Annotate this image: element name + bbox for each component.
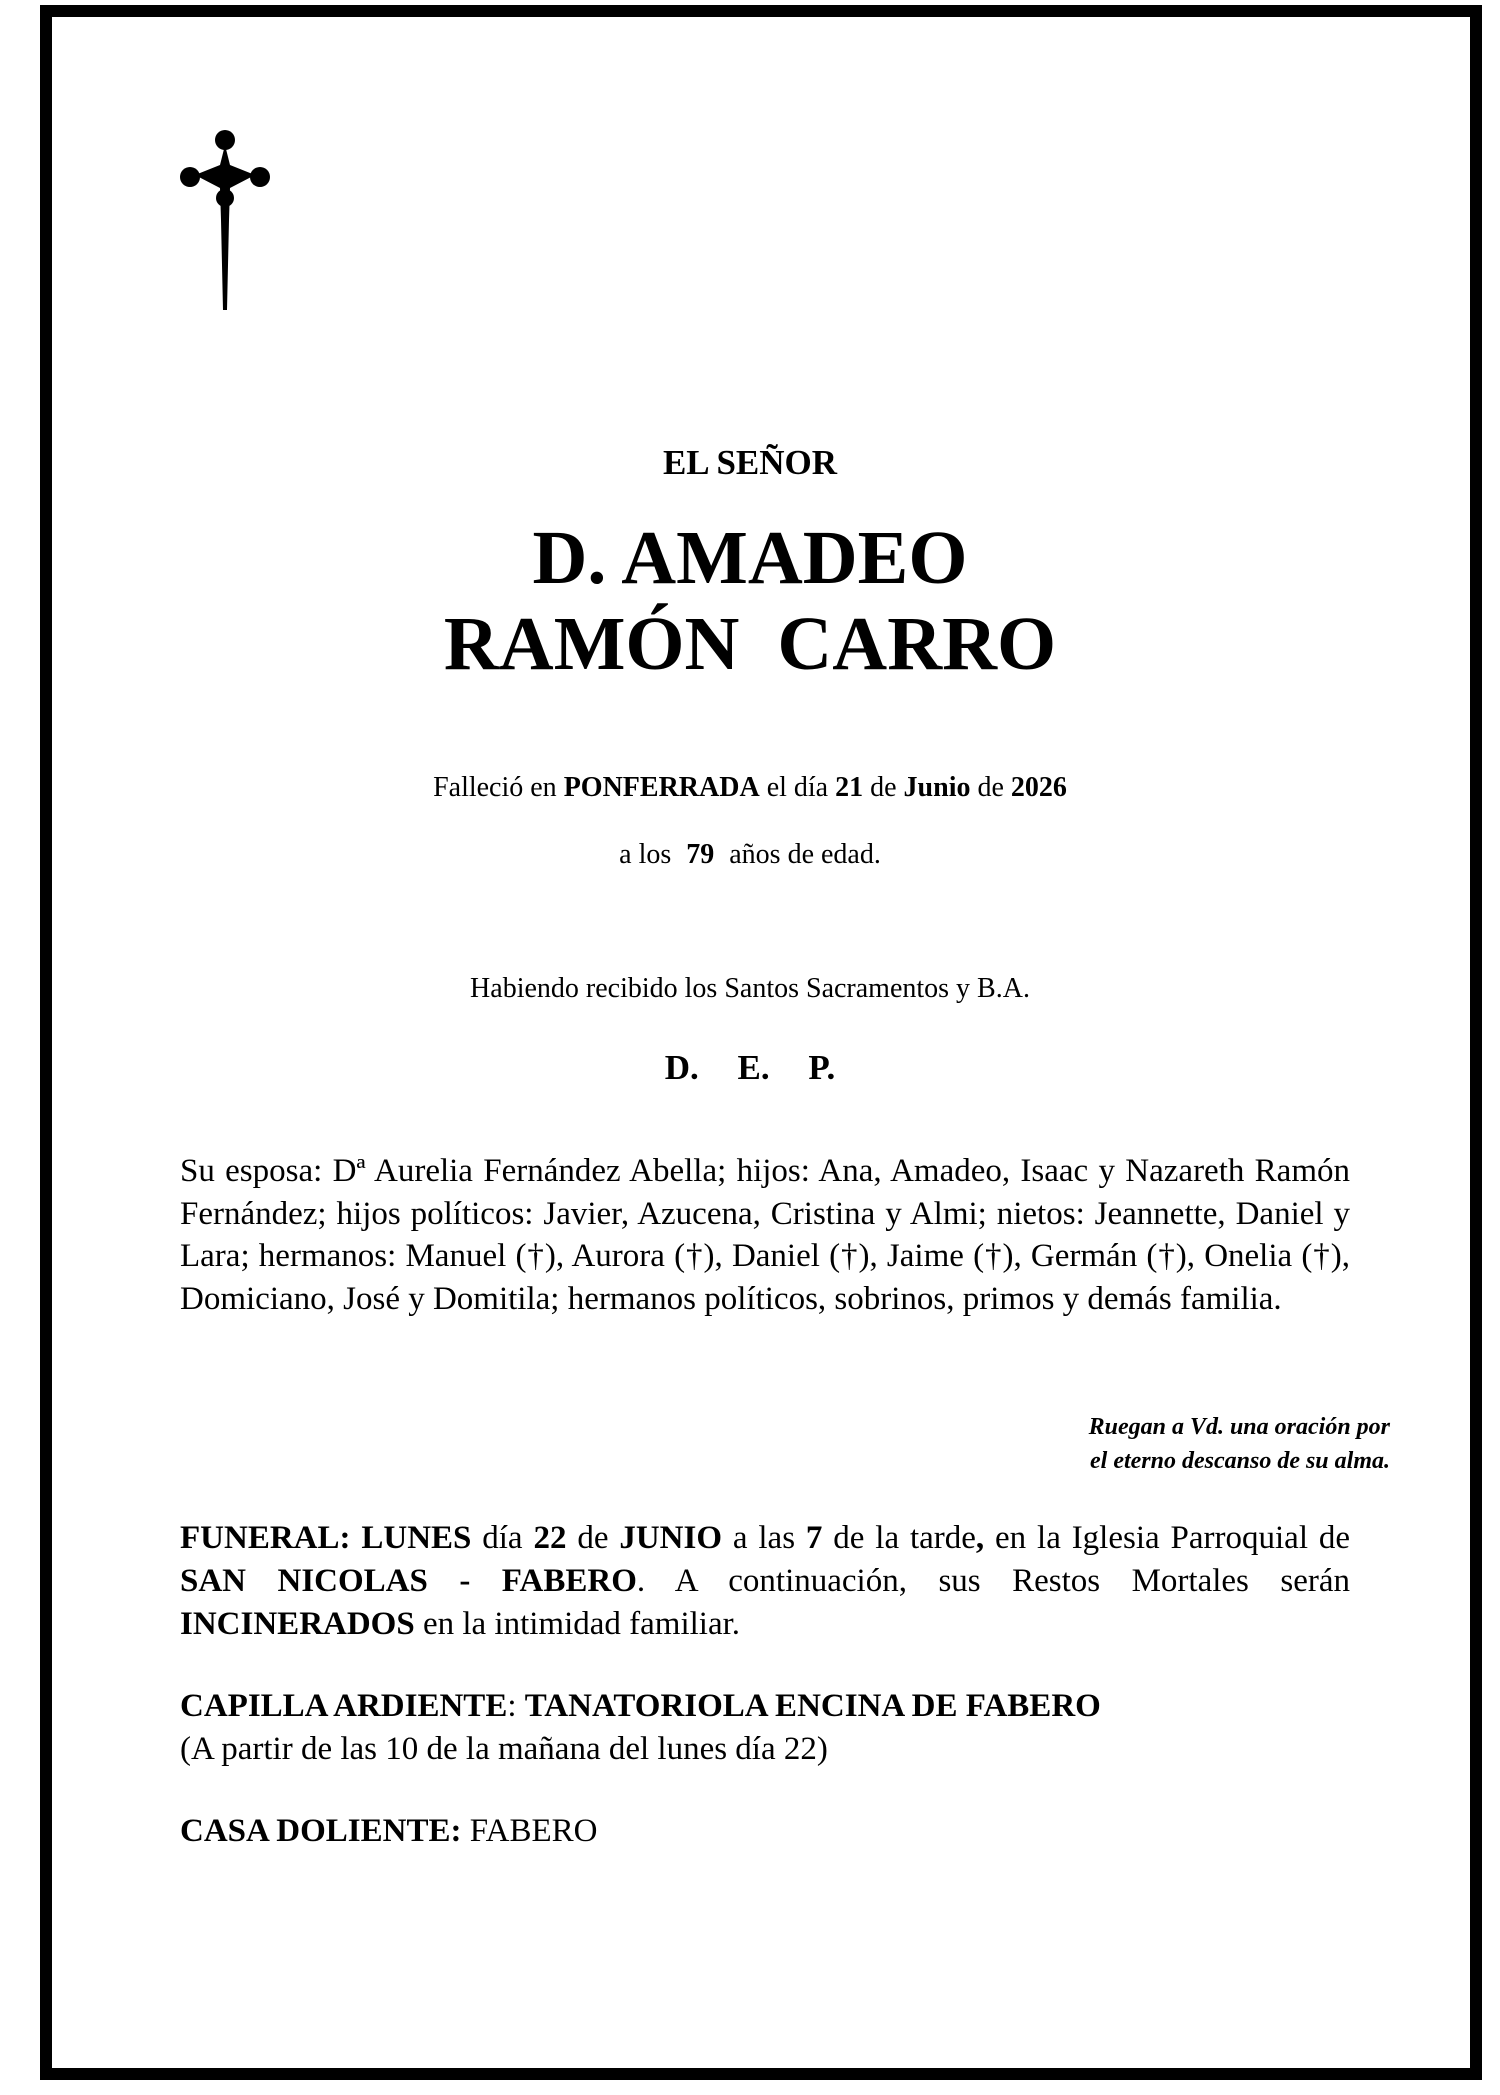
casa-label: CASA DOLIENTE: — [180, 1813, 462, 1849]
capilla-label: CAPILLA ARDIENTE — [180, 1688, 508, 1724]
death-year: 2026 — [1010, 772, 1067, 803]
funeral-t2: de — [566, 1520, 620, 1556]
funeral-church: SAN NICOLAS - FABERO — [180, 1563, 637, 1599]
death-mid1: el día — [759, 772, 836, 803]
capilla-place: TANATORIOLA ENCINA DE FABERO — [524, 1688, 1101, 1724]
deceased-name-line1: D. AMADEO — [532, 516, 968, 600]
death-place: PONFERRADA — [563, 772, 760, 803]
funeral-month: JUNIO — [619, 1520, 723, 1556]
death-mid3: de — [970, 772, 1011, 803]
death-mid2: de — [863, 772, 904, 803]
prayer-block — [1089, 1410, 1390, 1478]
death-month: Junio — [903, 772, 971, 803]
death-day: 21 — [835, 772, 864, 803]
deceased-name-line2: RAMÓN CARRO — [443, 602, 1057, 686]
age-prefix: a los — [619, 839, 679, 870]
funeral-t5: en la Iglesia Parroquial de — [984, 1520, 1350, 1556]
age-value: 79 — [686, 839, 715, 870]
funeral-paragraph — [180, 1517, 1350, 1646]
prayer-line1: Ruegan a Vd. una oración por — [1088, 1414, 1390, 1440]
prayer-line2: el eterno descanso de su alma. — [1090, 1448, 1390, 1474]
funeral-t6: . A continuación, sus Restos Mortales serán — [636, 1563, 1351, 1599]
capilla-line — [180, 1685, 1350, 1728]
cross-icon — [180, 130, 270, 310]
capilla-colon: : — [507, 1688, 525, 1724]
casa-place: FABERO — [461, 1813, 598, 1849]
funeral-hour: 7 — [805, 1520, 823, 1556]
capilla-block — [180, 1685, 1350, 1771]
title-small: EL SEÑOR — [662, 443, 838, 482]
funeral-t1: día — [471, 1520, 534, 1556]
age-suffix: años de edad. — [722, 839, 881, 870]
funeral-comma: , — [975, 1520, 985, 1556]
funeral-label: FUNERAL: LUNES — [180, 1520, 472, 1556]
dep-line: D. E. P. — [664, 1048, 836, 1087]
death-line — [0, 772, 1500, 804]
funeral-t3: a las — [722, 1520, 806, 1556]
funeral-t7: en la intimidad familiar. — [414, 1606, 741, 1642]
funeral-day: 22 — [533, 1520, 567, 1556]
death-prefix: Falleció en — [433, 772, 564, 803]
capilla-note: (A partir de las 10 de la mañana del lunes día 22) — [180, 1731, 828, 1767]
age-line — [0, 839, 1500, 871]
funeral-incinerados: INCINERADOS — [180, 1606, 415, 1642]
funeral-t4: de la tarde — [822, 1520, 976, 1556]
family-paragraph: Su esposa: Dª Aurelia Fernández Abella; hijos: Ana, Amadeo, Isaac y Nazareth Ramón Fernández; hijos políticos: Javier, Azucena, Cristina y Almi; nietos: Jeannette, Daniel y Lara; hermanos: Manuel (†), Aurora (†), Daniel (†), Jaime (†), Germán (†), Onelia (†), Domiciano, José y Domitila; hermanos políticos, sobrinos, primos y demás familia. — [180, 1153, 1350, 1317]
sacraments-line: Habiendo recibido los Santos Sacramentos y B.A. — [470, 973, 1030, 1004]
casa-line — [180, 1810, 1350, 1853]
